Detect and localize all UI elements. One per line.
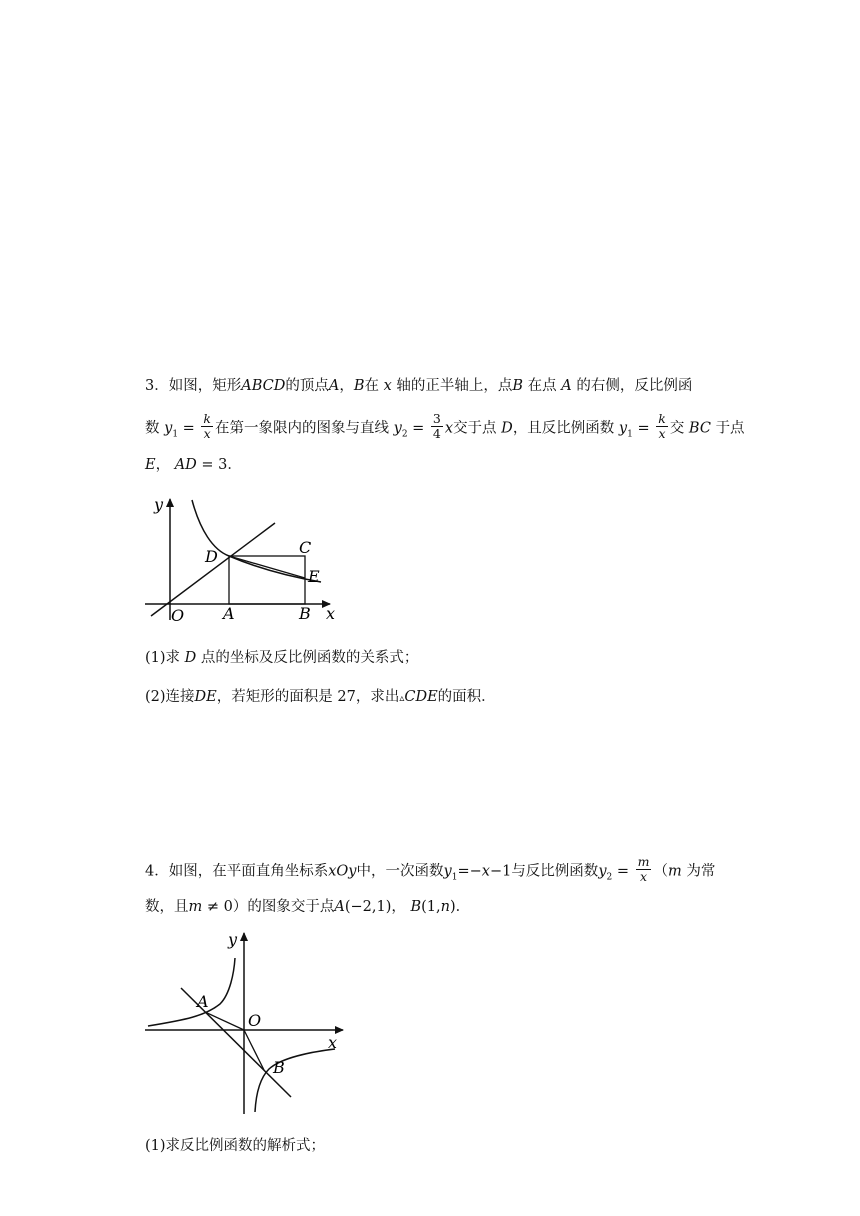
q4-line-2: 数，且m ≠ 0）的图象交于点A(−2,1)， B(1,n)．	[145, 899, 471, 915]
segment-ob	[244, 1030, 264, 1070]
hyperbola-branch-lower-right	[255, 1049, 335, 1112]
label-b: B	[273, 1058, 285, 1077]
label-a: A	[223, 604, 235, 623]
q4-sub-question-1: (1)求反比例函数的解析式；	[145, 1138, 326, 1154]
label-c: C	[299, 538, 312, 557]
rectangle-abcd	[229, 556, 305, 604]
fraction-m-over-x: $\frac{m}{x}$	[637, 854, 650, 884]
fraction-k-over-x: $\frac{k}{x}$	[203, 411, 211, 441]
q3-figure	[145, 495, 355, 625]
q4-figure	[145, 928, 355, 1118]
q4-line-1: 4．如图，在平面直角坐标系xOy中，一次函数$y_1=-x-1$与反比例函数$y_2$ = $\frac{m}{x}$ （m 为常	[145, 854, 716, 884]
q3-line-2: 数 $y_1$ = $\frac{k}{x}$ 在第一象限内的图象与直线 $y_2$ = $\frac{3}{4}$ x交于点 D，且反比例函数 $y_1$ = $\frac{k}{x}$ 交 BC 于点	[145, 411, 745, 441]
segment-oa	[205, 1012, 244, 1030]
label-o: O	[248, 1011, 262, 1030]
q3-line-1: 3．如图，矩形ABCD的顶点A，B在 x 轴的正半轴上，点B 在点 A 的右侧，反比例函	[145, 378, 693, 394]
segment-de	[229, 556, 305, 578]
label-x: x	[326, 604, 336, 623]
label-x: x	[328, 1033, 338, 1052]
fraction-3-over-4: $\frac{3}{4}$	[432, 411, 441, 441]
label-o: O	[171, 606, 185, 625]
label-a: A	[197, 992, 209, 1011]
label-b: B	[299, 604, 311, 623]
fraction-k-over-x-2: $\frac{k}{x}$	[658, 411, 666, 441]
label-e: E	[308, 567, 320, 586]
q3-sub-question-2: (2)连接DE，若矩形的面积是 27，求出▵CDE的面积．	[145, 689, 496, 705]
label-y: y	[228, 930, 238, 949]
label-y: y	[154, 495, 164, 514]
label-d: D	[205, 547, 218, 566]
q3-line-3: E， AD = 3．	[145, 457, 242, 473]
hyperbola-branch-upper-left	[148, 958, 235, 1026]
q3-sub-question-1: (1)求 D 点的坐标及反比例函数的关系式；	[145, 650, 419, 666]
